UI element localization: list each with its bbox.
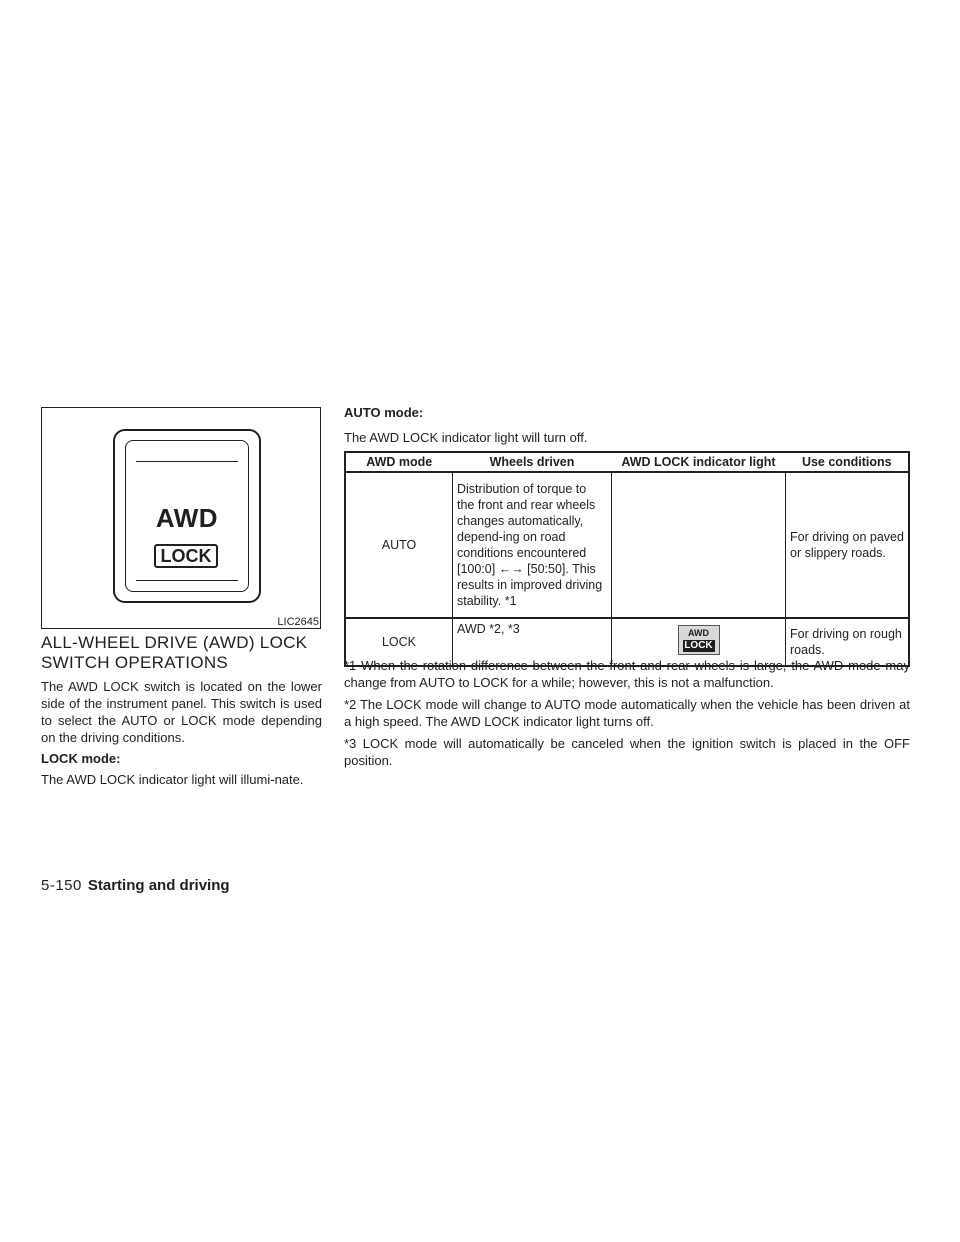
footnote-2: *2 The LOCK mode will change to AUTO mode automatically when the vehicle has been driven at a high speed. The AWD LOCK indicator light turns off.	[344, 697, 910, 729]
awd-lock-switch-figure	[41, 407, 321, 629]
table-header: AWD mode	[345, 452, 453, 472]
table-header: Use conditions	[786, 452, 910, 472]
indicator-awd-text: AWD	[688, 628, 709, 638]
footnote-1: *1 When the rotation difference between the front and rear wheels is large, the AWD mode may change from AUTO to LOCK for a while; however, this is not a malfunction.	[344, 658, 910, 690]
table-header-row	[345, 452, 909, 472]
switch-awd-label: AWD	[155, 503, 219, 533]
switch-divider-bottom	[136, 580, 238, 581]
table-row	[345, 472, 909, 618]
awd-mode-table	[344, 451, 910, 667]
awd-lock-indicator-icon	[678, 625, 720, 655]
indicator-cell	[612, 472, 786, 618]
table-header: AWD LOCK indicator light	[612, 452, 786, 472]
footnote-3: *3 LOCK mode will automatically be canceled when the ignition switch is placed in the OFF position.	[344, 736, 910, 768]
intro-paragraph: The AWD LOCK switch is located on the lower side of the instrument panel. This switch is used to select the AUTO or LOCK mode depending on the driving conditions.	[41, 679, 322, 745]
page-number: 5-150	[41, 877, 82, 894]
lock-mode-text: The AWD LOCK indicator light will illumi-nate.	[41, 772, 304, 787]
use-cell: For driving on paved or slippery roads.	[786, 472, 910, 618]
wheels-cell: Distribution of torque to the front and rear wheels changes automatically, depend-ing on road conditions encountered [100:0] ←→ [50:50]. This results in improved driving stability. *1	[453, 472, 612, 618]
table-header: Wheels driven	[453, 452, 612, 472]
switch-divider-top	[136, 461, 238, 462]
section-name: Starting and driving	[87, 877, 230, 894]
section-title-line2: SWITCH OPERATIONS	[41, 653, 229, 672]
switch-lock-label: LOCK	[154, 544, 218, 568]
mode-cell: AUTO	[345, 472, 453, 618]
lock-mode-heading: LOCK mode:	[41, 751, 121, 766]
switch-face	[125, 440, 249, 592]
page-footer	[41, 877, 230, 895]
indicator-lock-text: LOCK	[684, 640, 713, 651]
auto-mode-text: The AWD LOCK indicator light will turn off.	[344, 430, 588, 445]
auto-mode-heading: AUTO mode:	[344, 405, 424, 420]
section-title-line1: ALL-WHEEL DRIVE (AWD) LOCK	[41, 633, 308, 652]
wheels-cell: AWD *2, *3	[453, 618, 612, 666]
mode-cell: LOCK	[345, 618, 453, 666]
figure-code: LIC2645	[277, 616, 319, 628]
awd-lock-switch-illustration	[113, 429, 261, 603]
use-cell: For driving on rough roads.	[786, 618, 910, 666]
section-title	[41, 633, 331, 673]
